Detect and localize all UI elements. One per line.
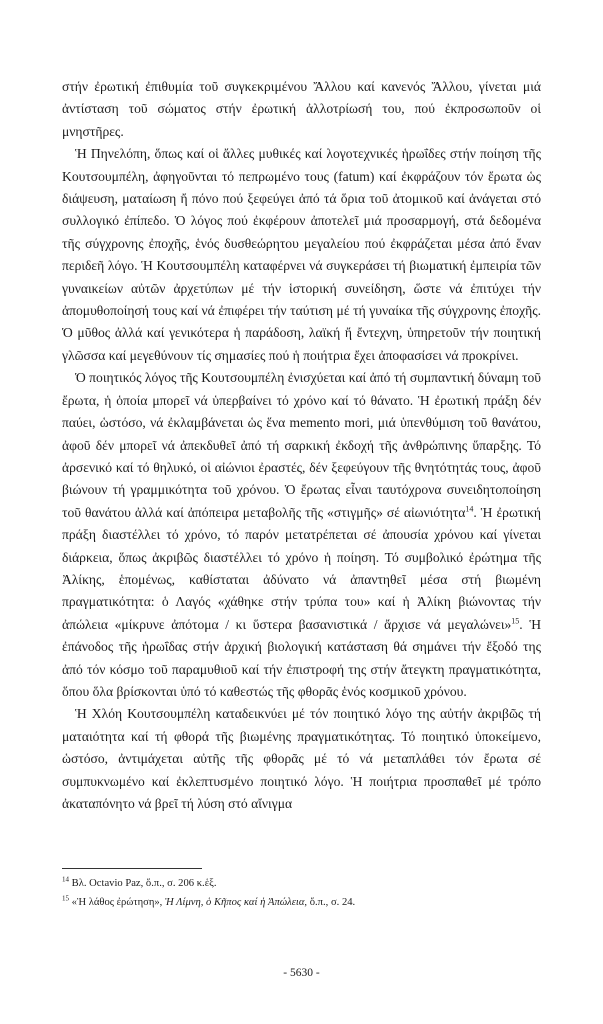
paragraph-3-part-2: . Ἡ ἐρωτική πράξη διαστέλλει τό χρόνο, τό παρόν μετατρέπεται σέ ἀπουσία χρόνου καί γίνεται διάρκεια, ὅπως ἀκριβῶς διαστέλλει τό χρόνο ἡ ποίηση. Τό συμβολικό ἐρώτημα τῆς Ἀλίκης, ἑπομένως, καθίσταται ἀδύνατο νά ἀπαντηθεῖ μέσα στή βιωμένη πραγματικότητα: ὁ Λαγός «χάθηκε στήν τρύπα του» καί ἡ Ἀλίκη βιώνοντας τήν ἀπώλεια «μίκρυνε ἀπότομα / κι ὕστερα βασανιστικά / ἄρχισε νά μεγαλώνει» — [62, 504, 541, 632]
footnote-ref-15[interactable]: 15 — [511, 616, 520, 626]
paragraph-3-part-3: . Ἡ ἐπάνοδος τῆς ἡρωΐδας στήν ἀρχική βιολογική κατάσταση θά σημάνει τήν ἔξοδό της ἀπό τόν κόσμο τοῦ παραμυθιοῦ καί τήν ἐπιστροφή της στήν ἄτεγκτη πραγματικότητα, ὅπου ὅλα βρίσκονται ὑπό τό καθεστώς τῆς φθορᾶς ἑνός κοσμικοῦ χρόνου. — [62, 616, 541, 699]
footnote-14-text: Βλ. Octavio Paz, ὅ.π., σ. 206 κ.ἑξ. — [71, 878, 217, 889]
paragraph-3 — [62, 367, 541, 703]
main-text — [62, 76, 541, 815]
footnote-15-marker: 15 — [62, 894, 69, 903]
footnote-ref-14[interactable]: 14 — [465, 504, 474, 514]
footnotes — [62, 874, 541, 912]
paragraph-1: στήν ἐρωτική ἐπιθυμία τοῦ συγκεκριμένου Ἄλλου καί κανενός Ἄλλου, γίνεται μιά ἀντίσταση τοῦ σώματος στήν ἐρωτική ἀλλοτρίωσή του, πού ἐκπροσωποῦν οἱ μνηστῆρες. — [62, 79, 541, 139]
footnote-separator — [62, 868, 202, 869]
footnote-15-book-title: Ἡ Λίμνη, ὁ Κῆπος καί ἡ Ἀπώλεια — [164, 897, 305, 908]
page-number: - 5630 - — [283, 967, 320, 979]
footnote-15 — [62, 893, 541, 912]
footnote-15-text-end: , ὅ.π., σ. 24. — [304, 897, 356, 908]
footnote-15-text: «Ἡ λάθος ἐρώτηση», — [71, 897, 165, 908]
footnote-14 — [62, 874, 541, 893]
paragraph-4: Ἡ Χλόη Κουτσουμπέλη καταδεικνύει μέ τόν ποιητικό λόγο της αὐτήν ἀκριβῶς τή ματαιότητα καί τή φθορά τῆς βιωμένης πραγματικότητας. Τό ποιητικό ὑποκείμενο, ὡστόσο, ἀντιμάχεται αὐτῆς τῆς φθορᾶς μέ τό νά μεταπλάθει τόν ἔρωτα σέ συμπυκνωμένο καί ἐκλεπτυσμένο ποιητικό λόγο. Ἡ ποιήτρια προσπαθεῖ μέ τρόπο ἀκαταπόνητο νά βρεῖ τή λύση στό αἴνιγμα — [62, 706, 541, 811]
paragraph-3-part-1: Ὁ ποιητικός λόγος τῆς Κουτσουμπέλη ἐνισχύεται καί ἀπό τή συμπαντική δύναμη τοῦ ἔρωτα, ἡ ὁποία μπορεῖ νά ὑπερβαίνει τό χρόνο καί τό θάνατο. Ἡ ἐρωτική πράξη δέν παύει, ὡστόσο, νά ἐκλαμβάνεται ὡς ἕνα memento mori, μιά ὑπενθύμιση τοῦ θανάτου, ἀφοῦ δέν μπορεῖ νά ἀπεκδυθεῖ ἀπό τή σαρκική ἐκδοχή τῆς ἀνθρώπινης ὕπαρξης. Τό ἀρσενικό καί τό θηλυκό, οἱ αἰώνιοι ἐραστές, δέν ξεφεύγουν τῆς θνητότητάς τους, ἀφοῦ βιώνουν τή γραμμικότητα τοῦ χρόνου. Ὁ ἔρωτας εἶναι ταυτόχρονα συνειδητοποίηση τοῦ θανάτου ἀλλά καί ἀπόπειρα μεταβολῆς τῆς «στιγμῆς» σέ αἰωνιότητα — [62, 370, 541, 520]
paragraph-2: Ἡ Πηνελόπη, ὅπως καί οἱ ἄλλες μυθικές καί λογοτεχνικές ἡρωΐδες στήν ποίηση τῆς Κουτσουμπέλη, ἀφηγοῦνται τό πεπρωμένο τους (fatum) καί ἐκφράζουν τόν ἔρωτα ὡς διάψευση, ματαίωση ἤ πόνο πού ξεφεύγει ἀπό τά ὅρια τοῦ ἀτομικοῦ καί ἀνάγεται στό συλλογικό ἐπίπεδο. Ὁ λόγος πού ἐκφέρουν ἀποτελεῖ μιά προσαρμογή, στά δεδομένα τῆς σύγχρονης ἐποχῆς, ἑνός δυσθεώρητου μεγαλείου πού ἐκφράζεται μέσα ἀπό ἕναν περιδεῆ λόγο. Ἡ Κουτσουμπέλη καταφέρνει νά συγκεράσει τή βιωματική ἐμπειρία τῶν γυναικείων αὐτῶν ἀρχετύπων μέ τήν ἱστορική συνείδηση, ὥστε νά ἐπιτύχει τήν ἀπομυθοποίησή τους καί νά ἐπιφέρει τήν ταύτιση μέ τή γυναίκα τῆς σύγχρονης ἐποχῆς. Ὁ μῦθος ἀλλά καί γενικότερα ἡ παράδοση, λαϊκή ἤ ἔντεχνη, ὑπηρετοῦν τήν ποιητική γλῶσσα καί μεγεθύνουν τίς σημασίες πού ἡ ποιήτρια ἔχει ἀποφασίσει νά προκρίνει. — [62, 146, 541, 363]
footnote-14-marker: 14 — [62, 875, 69, 884]
